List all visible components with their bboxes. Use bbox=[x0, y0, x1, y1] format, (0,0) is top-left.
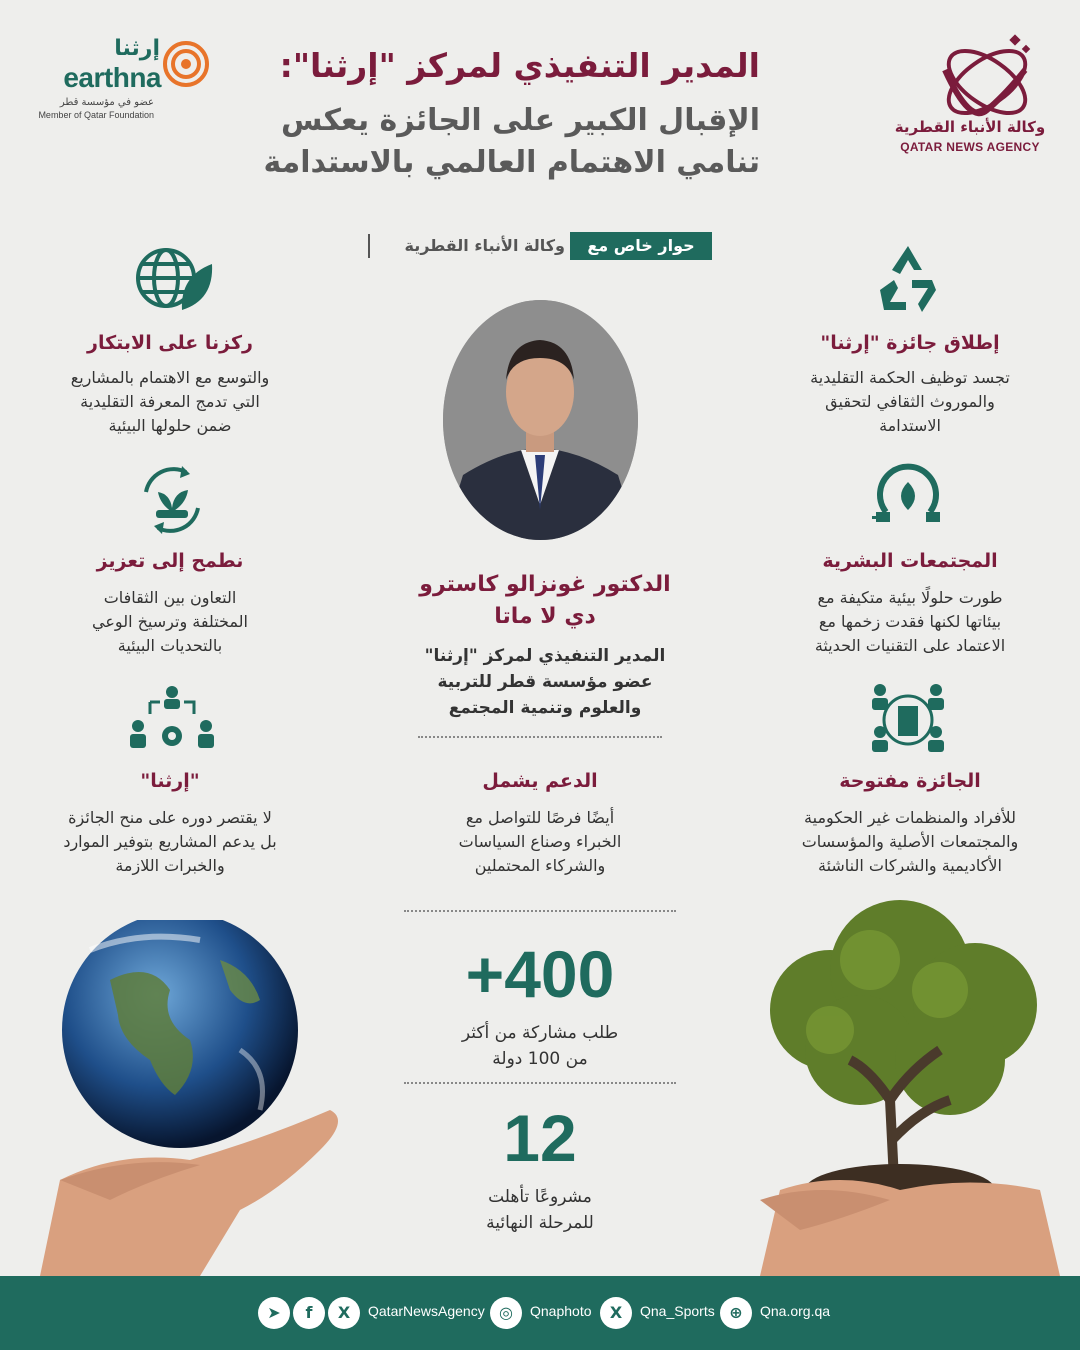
text-line: مشروعًا تأهلت bbox=[488, 1187, 592, 1207]
text-line: التعاون بين الثقافات bbox=[103, 588, 237, 607]
feature-text-prize-launch bbox=[760, 366, 1060, 438]
text-line: والشركاء المحتملين bbox=[474, 856, 606, 875]
person-role-line-2: عضو مؤسسة قطر للتربية bbox=[437, 672, 653, 692]
text-line: أيضًا فرصًا للتواصل مع bbox=[465, 808, 615, 827]
website-link[interactable]: Qna.org.qa bbox=[760, 1303, 831, 1319]
stat-text-applications bbox=[390, 1020, 690, 1072]
instagram-icon[interactable]: ◎ bbox=[490, 1297, 522, 1329]
text-line: بل يدعم المشاريع بتوفير الموارد bbox=[63, 832, 277, 851]
globe-in-hands-image bbox=[0, 920, 380, 1276]
community-building-icon bbox=[866, 680, 950, 756]
x-icon[interactable]: X bbox=[328, 1297, 360, 1329]
headline-line-3: تنامي الاهتمام العالمي بالاستدامة bbox=[263, 145, 760, 180]
earthna-logo-arabic: إرثنا bbox=[114, 36, 160, 61]
text-line: المختلفة وترسيخ الوعي bbox=[92, 612, 248, 631]
feature-title-human-communities: المجتمعات البشرية bbox=[822, 550, 998, 572]
feature-title-earthna: "إرثنا" bbox=[140, 770, 200, 792]
feature-text-prize-open bbox=[760, 806, 1060, 878]
earthna-logo-english: earthna bbox=[63, 62, 161, 93]
feature-text-human-communities bbox=[760, 586, 1060, 658]
text-line: والخبرات اللازمة bbox=[115, 856, 225, 875]
feature-title-prize-open: الجائزة مفتوحة bbox=[839, 770, 981, 792]
text-line: لا يقتصر دوره على منح الجائزة bbox=[68, 808, 272, 827]
dotted-divider bbox=[404, 910, 676, 912]
interview-badge: حوار خاص مع bbox=[570, 232, 712, 260]
sprout-cycle-icon bbox=[134, 462, 210, 538]
dotted-divider bbox=[404, 1082, 676, 1084]
support-title: الدعم يشمل bbox=[482, 770, 598, 792]
social-handle-photo[interactable]: Qnaphoto bbox=[530, 1303, 592, 1319]
feature-text-cooperation bbox=[20, 586, 320, 658]
social-handle-sports[interactable]: Qna_Sports bbox=[640, 1303, 715, 1319]
earthna-logo-icon bbox=[162, 40, 210, 88]
feature-title-innovation: ركزنا على الابتكار bbox=[87, 332, 253, 354]
stat-value-finalists: 12 bbox=[503, 1101, 577, 1175]
feature-text-innovation bbox=[20, 366, 320, 438]
globe-icon[interactable]: ⊕ bbox=[720, 1297, 752, 1329]
text-line: والموروث الثقافي لتحقيق bbox=[825, 392, 995, 411]
headline-line-1: المدير التنفيذي لمركز "إرثنا": bbox=[279, 46, 760, 85]
text-line: طورت حلولًا بيئية متكيفة مع bbox=[817, 588, 1003, 607]
person-name-line-1: الدكتور غونزالو كاسترو bbox=[419, 572, 671, 597]
person-illustration bbox=[443, 300, 638, 540]
earthna-subtitle-arabic: عضو في مؤسسة قطر bbox=[59, 97, 154, 108]
globe-leaf-icon bbox=[134, 240, 214, 316]
feature-title-cooperation: نطمح إلى تعزيز bbox=[96, 550, 244, 572]
text-line: بالتحديات البيئية bbox=[117, 636, 223, 655]
text-line: طلب مشاركة من أكثر bbox=[461, 1023, 619, 1043]
stat-text-finalists bbox=[390, 1184, 690, 1236]
recycle-icon bbox=[870, 240, 946, 316]
feature-text-earthna bbox=[20, 806, 320, 878]
text-line: للأفراد والمنظمات غير الحكومية bbox=[804, 808, 1016, 827]
text-line: التي تدمج المعرفة التقليدية bbox=[80, 392, 260, 411]
person-name-line-2: دي لا ماتا bbox=[494, 604, 596, 629]
text-line: الاعتماد على التقنيات الحديثة bbox=[814, 636, 1006, 655]
qna-logo-arabic: وكالة الأنباء القطرية bbox=[894, 118, 1046, 136]
text-line: الخبراء وصناع السياسات bbox=[458, 832, 622, 851]
text-line: والمجتمعات الأصلية والمؤسسات bbox=[801, 832, 1019, 851]
interview-agency: وكالة الأنباء القطرية bbox=[404, 236, 565, 255]
social-handle-main[interactable]: QatarNewsAgency bbox=[368, 1303, 485, 1319]
text-line: بيئاتها لكنها فقدت زخمها مع bbox=[818, 612, 1002, 631]
earthna-subtitle-english: Member of Qatar Foundation bbox=[38, 110, 154, 120]
headline-line-2: الإقبال الكبير على الجائزة يعكس bbox=[281, 103, 760, 138]
stat-value-applications: +400 bbox=[465, 937, 615, 1011]
tree-in-hands-image bbox=[740, 900, 1080, 1276]
team-gear-icon bbox=[126, 684, 218, 756]
text-line: الاستدامة bbox=[879, 416, 941, 435]
divider bbox=[368, 234, 370, 258]
text-line: ضمن حلولها البيئية bbox=[108, 416, 232, 435]
dotted-divider bbox=[418, 736, 662, 738]
text-line: والتوسع مع الاهتمام بالمشاريع bbox=[70, 368, 270, 387]
facebook-icon[interactable]: f bbox=[293, 1297, 325, 1329]
telegram-icon[interactable]: ➤ bbox=[258, 1297, 290, 1329]
person-role-line-3: والعلوم وتنمية المجتمع bbox=[448, 698, 642, 718]
qna-logo-english: QATAR NEWS AGENCY bbox=[900, 140, 1040, 154]
support-text bbox=[390, 806, 690, 878]
text-line: الأكاديمية والشركات الناشئة bbox=[817, 856, 1002, 875]
text-line: من 100 دولة bbox=[492, 1049, 588, 1069]
feature-title-prize-launch: إطلاق جائزة "إرثنا" bbox=[820, 332, 1000, 354]
x-icon[interactable]: X bbox=[600, 1297, 632, 1329]
text-line: للمرحلة النهائية bbox=[486, 1213, 594, 1233]
portrait-photo bbox=[443, 300, 638, 540]
eco-plug-icon bbox=[872, 462, 944, 534]
person-role-line-1: المدير التنفيذي لمركز "إرثنا" bbox=[424, 646, 666, 666]
text-line: تجسد توظيف الحكمة التقليدية bbox=[810, 368, 1010, 387]
